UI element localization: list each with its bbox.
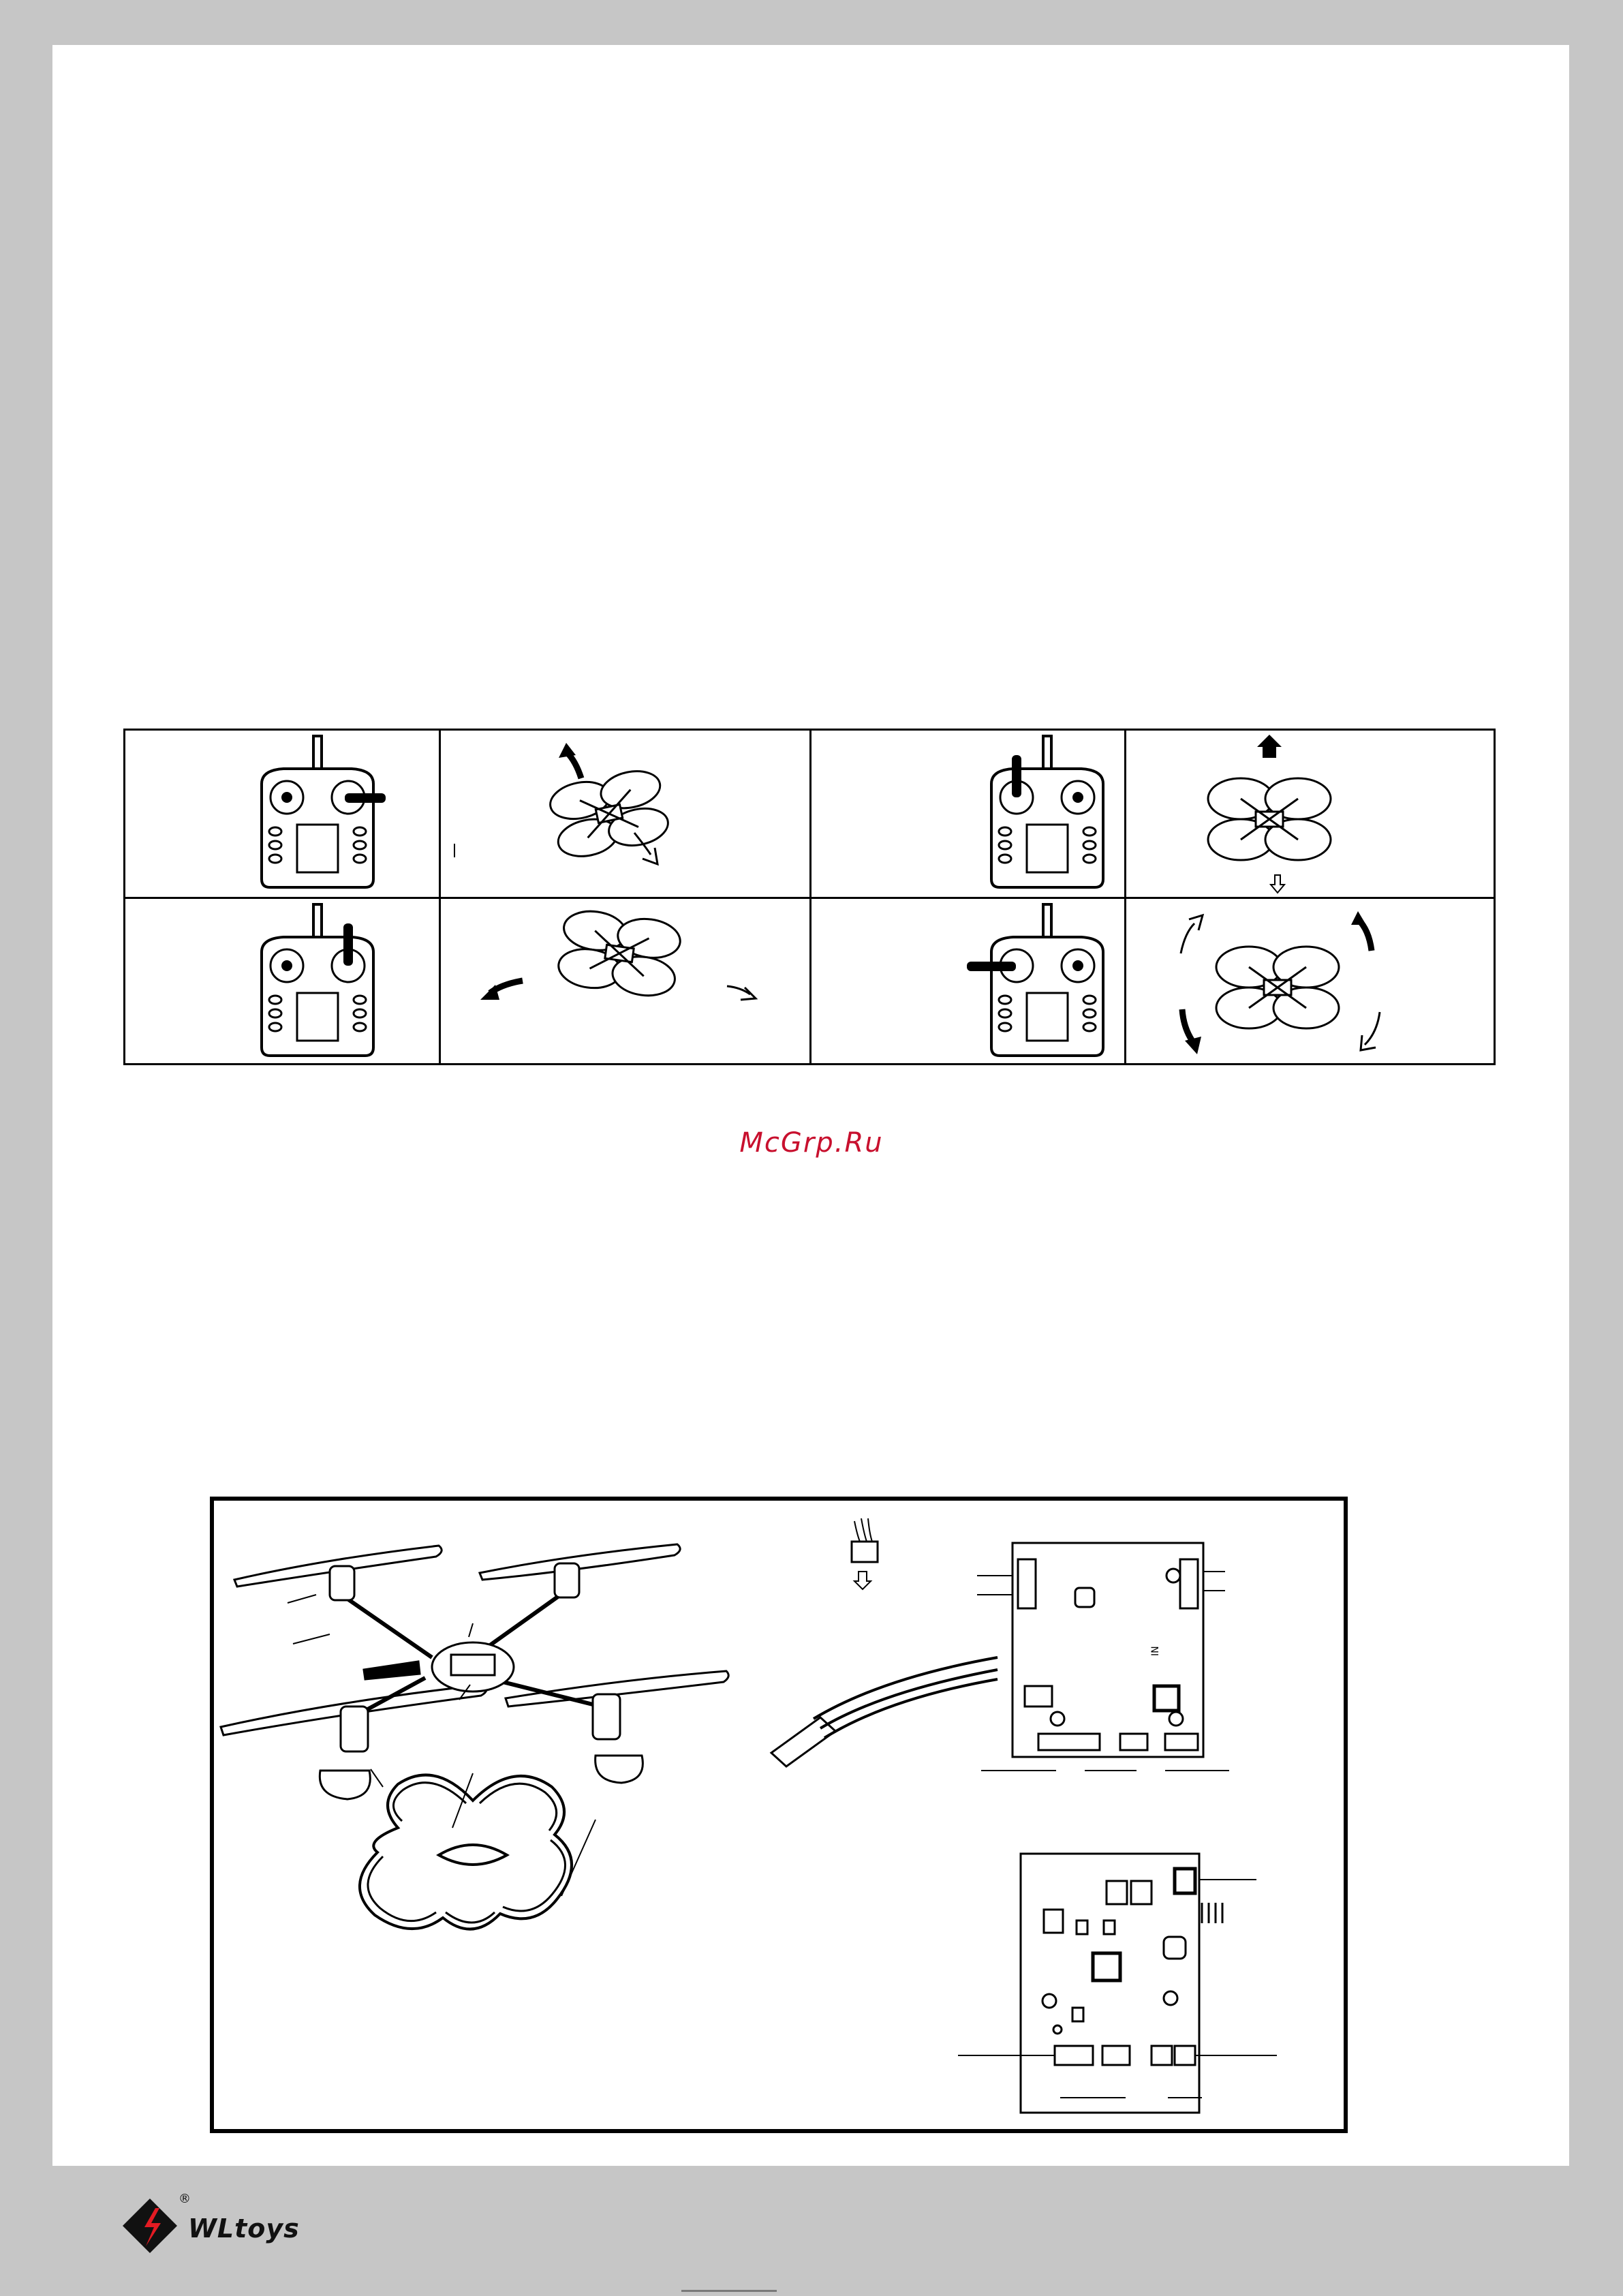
control-direction-table [123, 729, 1496, 1065]
quadcopter-icon [441, 899, 809, 1065]
page-edge-mark [681, 2290, 777, 2292]
table-cell-motion [1126, 731, 1496, 897]
receiver-board-drawing [958, 1854, 1277, 2113]
watermark-text: McGrp.Ru [739, 1127, 884, 1159]
parts-diagram [214, 1501, 1344, 2129]
brand-name: WLtoys [188, 2214, 300, 2244]
registered-mark: ® [179, 2192, 191, 2206]
quadcopter-icon [1126, 899, 1496, 1065]
assembled-quadcopter-drawing [221, 1544, 728, 1799]
parts-diagram-frame [210, 1497, 1348, 2133]
transmitter-icon [812, 899, 1124, 1065]
quadcopter-icon [1126, 731, 1496, 897]
table-cell-transmitter [125, 731, 439, 897]
table-cell-motion [441, 899, 809, 1065]
table-cell-motion [441, 731, 809, 897]
board-label: IN [1150, 1646, 1161, 1656]
transmitter-icon [812, 731, 1124, 897]
protective-frame-drawing [360, 1773, 596, 1929]
transmitter-icon [125, 731, 439, 897]
transmitter-icon [125, 899, 439, 1065]
table-cell-motion [1126, 899, 1496, 1065]
quadcopter-icon [441, 731, 809, 897]
main-board-drawing [771, 1518, 1229, 1771]
table-cell-transmitter [812, 899, 1124, 1065]
table-cell-transmitter [812, 731, 1124, 897]
table-cell-transmitter [125, 899, 439, 1065]
